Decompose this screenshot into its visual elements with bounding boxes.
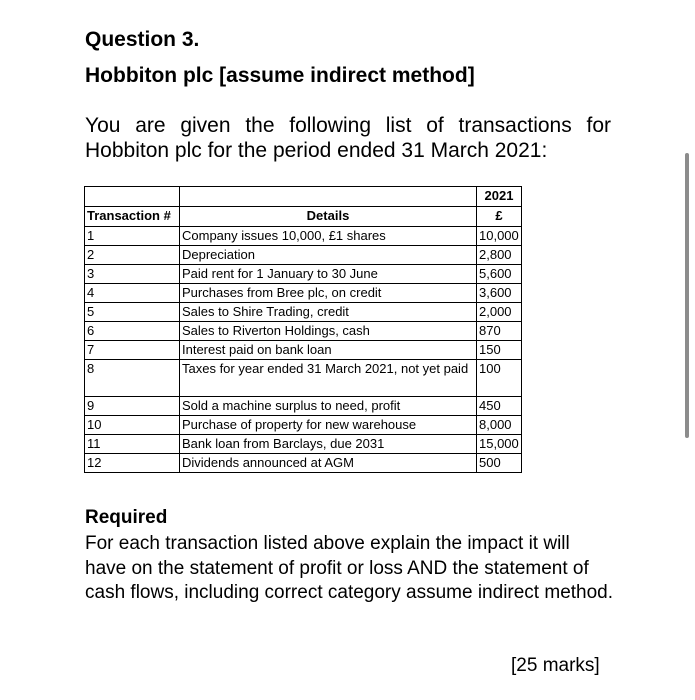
transaction-amount: 10,000: [477, 227, 522, 246]
transaction-amount: 150: [477, 341, 522, 360]
marks-label: [25 marks]: [511, 655, 600, 676]
transaction-details: Purchase of property for new warehouse: [180, 416, 477, 435]
required-text: For each transaction listed above explain the impact it will have on the statement of profit or loss AND the statement of cash flows, including correct category assume indirect method.: [85, 533, 614, 603]
transaction-number: 9: [85, 397, 180, 416]
transaction-number: 2: [85, 246, 180, 265]
transaction-amount: 2,800: [477, 246, 522, 265]
transaction-details: Sales to Riverton Holdings, cash: [180, 322, 477, 341]
table-row: [85, 303, 522, 322]
table-row: [85, 360, 522, 397]
transaction-details: Taxes for year ended 31 March 2021, not yet paid: [180, 360, 477, 397]
currency-header: £: [477, 207, 522, 227]
question-intro: You are given the following list of transactions for Hobbiton plc for the period ended 31 March 2021:: [85, 114, 611, 162]
transaction-amount: 8,000: [477, 416, 522, 435]
table-row: [85, 416, 522, 435]
transaction-amount: 450: [477, 397, 522, 416]
transaction-amount: 15,000: [477, 435, 522, 454]
table-header-row-year: [85, 187, 522, 207]
transaction-details: Sales to Shire Trading, credit: [180, 303, 477, 322]
transaction-amount: 100: [477, 360, 522, 397]
transaction-details: Sold a machine surplus to need, profit: [180, 397, 477, 416]
transaction-details: Dividends announced at AGM: [180, 454, 477, 473]
transaction-details: Interest paid on bank loan: [180, 341, 477, 360]
table-header-row: [85, 207, 522, 227]
transaction-details: Paid rent for 1 January to 30 June: [180, 265, 477, 284]
transaction-amount: 870: [477, 322, 522, 341]
table-row: [85, 246, 522, 265]
transaction-number: 7: [85, 341, 180, 360]
table-row: [85, 284, 522, 303]
transaction-number: 4: [85, 284, 180, 303]
transaction-column-header: Transaction #: [85, 207, 180, 227]
transaction-number: 11: [85, 435, 180, 454]
transaction-amount: 500: [477, 454, 522, 473]
transaction-amount: 2,000: [477, 303, 522, 322]
transaction-number: 3: [85, 265, 180, 284]
question-number: Question 3.: [85, 28, 200, 51]
transaction-number: 6: [85, 322, 180, 341]
table-row: [85, 341, 522, 360]
transaction-number: 12: [85, 454, 180, 473]
transaction-number: 10: [85, 416, 180, 435]
details-column-header: Details: [180, 207, 477, 227]
table-row: [85, 454, 522, 473]
header-empty-cell: [85, 187, 180, 207]
transaction-details: Depreciation: [180, 246, 477, 265]
table-row: [85, 435, 522, 454]
table-row: [85, 265, 522, 284]
transaction-details: Bank loan from Barclays, due 2031: [180, 435, 477, 454]
transactions-table: [84, 186, 522, 473]
vertical-scrollbar[interactable]: [685, 153, 689, 438]
year-header: 2021: [477, 187, 522, 207]
transaction-amount: 3,600: [477, 284, 522, 303]
transaction-details: Company issues 10,000, £1 shares: [180, 227, 477, 246]
required-heading: Required: [85, 507, 168, 528]
transaction-details: Purchases from Bree plc, on credit: [180, 284, 477, 303]
table-row: [85, 322, 522, 341]
transaction-number: 1: [85, 227, 180, 246]
header-empty-cell: [180, 187, 477, 207]
question-title: Hobbiton plc [assume indirect method]: [85, 64, 475, 87]
transaction-number: 5: [85, 303, 180, 322]
transaction-number: 8: [85, 360, 180, 397]
transaction-amount: 5,600: [477, 265, 522, 284]
table-row: [85, 397, 522, 416]
table-row: [85, 227, 522, 246]
